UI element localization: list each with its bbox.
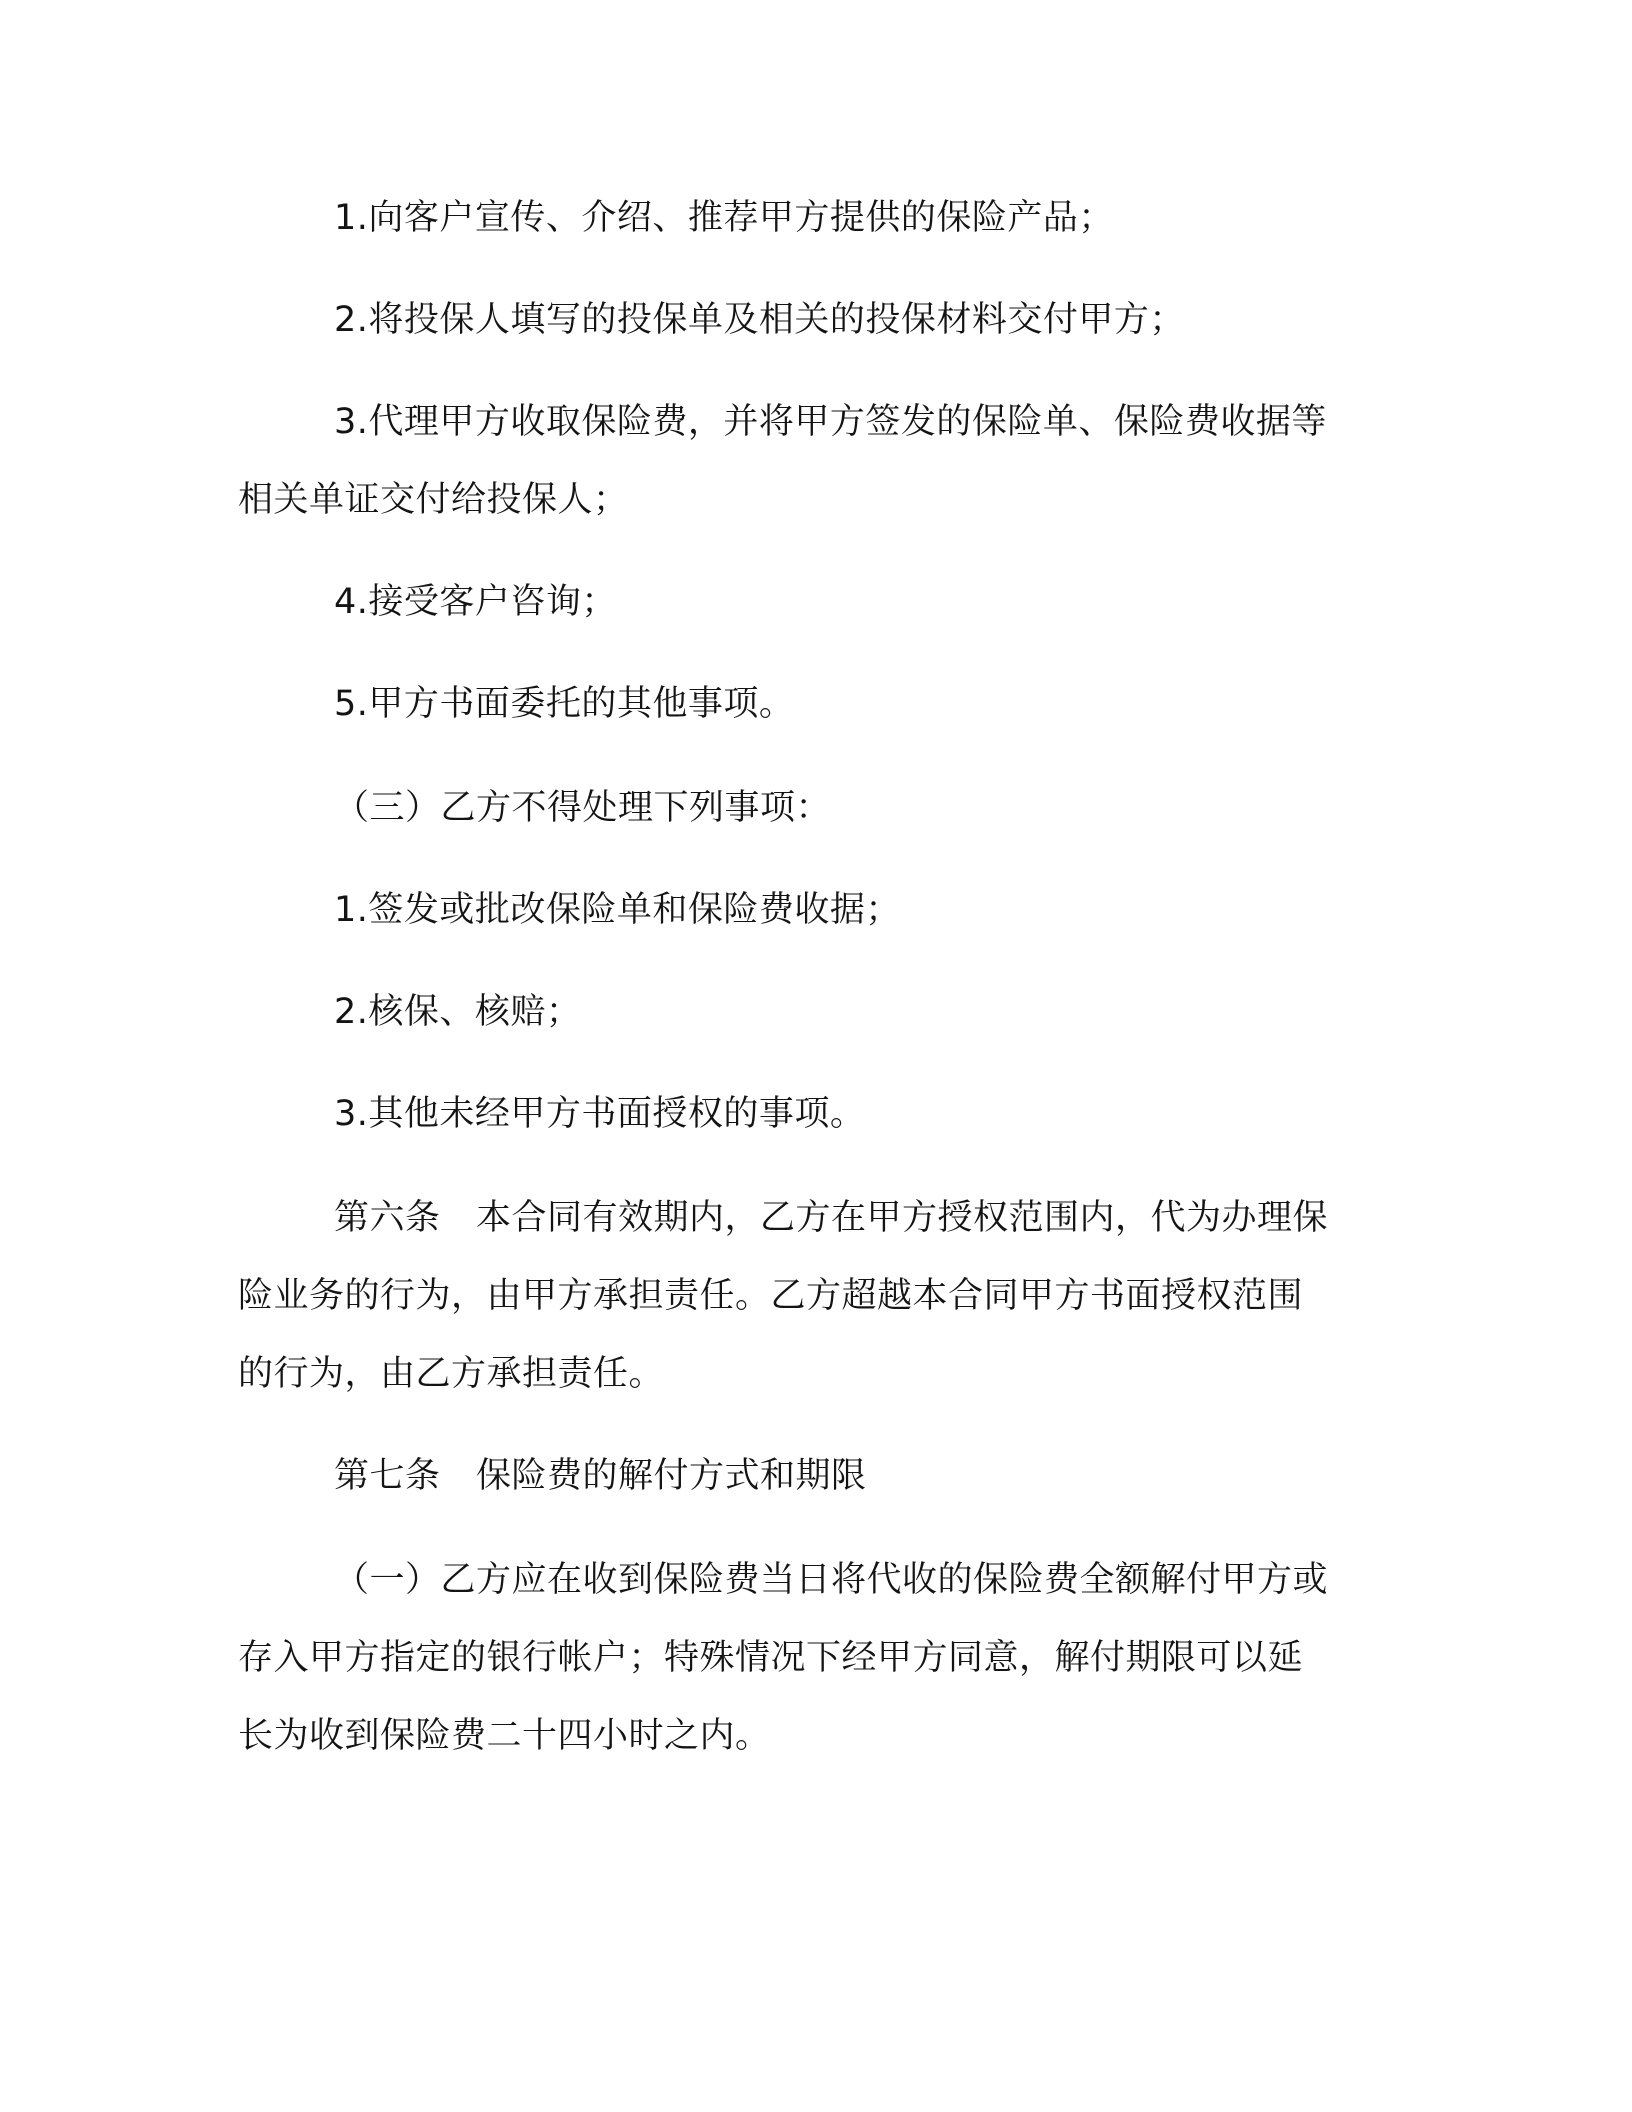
text-line-prohibited-1: 1.签发或批改保险单和保险费收据； (334, 890, 901, 930)
article-7-clause-1-line-3: 长为收到保险费二十四小时之内。 (238, 1716, 771, 1756)
text-line-prohibited-2: 2.核保、核赔； (334, 992, 582, 1032)
text-line-service-3: 3.代理甲方收取保险费，并将甲方签发的保险单、保险费收据等 (334, 402, 1327, 442)
article-7-heading: 第七条 保险费的解付方式和期限 (334, 1456, 867, 1496)
article-6-line-3: 的行为，由乙方承担责任。 (238, 1354, 665, 1394)
section-heading-prohibited: （三）乙方不得处理下列事项： (334, 788, 832, 828)
article-6-line-2: 险业务的行为，由甲方承担责任。乙方超越本合同甲方书面授权范围 (238, 1276, 1304, 1316)
text-line-service-5: 5.甲方书面委托的其他事项。 (334, 684, 795, 724)
article-7-clause-1-line-2: 存入甲方指定的银行帐户；特殊情况下经甲方同意，解付期限可以延 (238, 1638, 1304, 1678)
text-line-service-2: 2.将投保人填写的投保单及相关的投保材料交付甲方； (334, 300, 1185, 340)
text-line-service-4: 4.接受客户咨询； (334, 582, 617, 622)
text-line-prohibited-3: 3.其他未经甲方书面授权的事项。 (334, 1094, 866, 1134)
article-6-line-1: 第六条 本合同有效期内，乙方在甲方授权范围内，代为办理保 (334, 1198, 1329, 1238)
text-line-service-3-cont: 相关单证交付给投保人； (238, 480, 629, 520)
article-7-clause-1-line-1: （一）乙方应在收到保险费当日将代收的保险费全额解付甲方或 (334, 1560, 1329, 1600)
text-line-service-1: 1.向客户宣传、介绍、推荐甲方提供的保险产品； (334, 198, 1114, 238)
